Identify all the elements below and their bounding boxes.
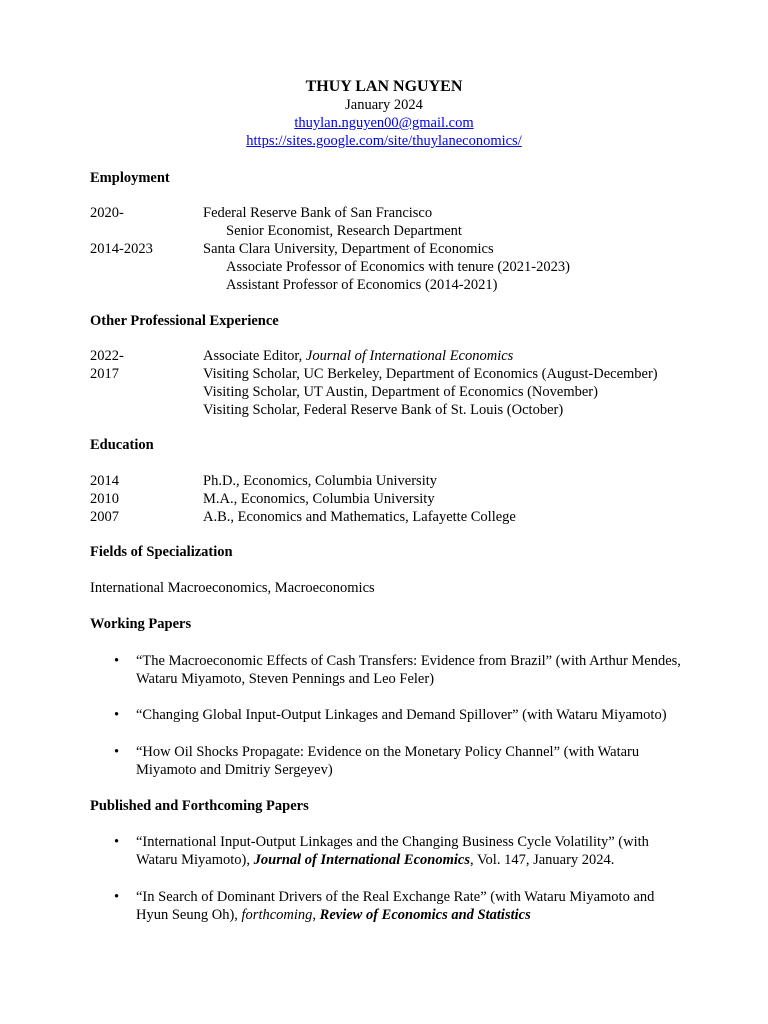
experience-year: 2022-: [90, 348, 124, 364]
section-title-education: Education: [90, 437, 154, 453]
working-paper-line: Wataru Miyamoto, Steven Pennings and Leo Feler): [136, 671, 435, 687]
person-name: THUY LAN NGUYEN: [305, 78, 463, 95]
bullet-icon: •: [114, 744, 120, 760]
experience-row: [90, 401, 730, 419]
bullet-icon: •: [114, 889, 120, 905]
experience-row: [90, 347, 730, 365]
experience-desc: Visiting Scholar, Federal Reserve Bank of St. Louis (October): [203, 402, 564, 418]
section-title-fields: Fields of Specialization: [90, 544, 233, 560]
bullet-icon: •: [114, 707, 120, 723]
education-desc: Ph.D., Economics, Columbia University: [203, 473, 437, 489]
education-row: [90, 508, 730, 526]
experience-row: [90, 365, 730, 383]
education-year: 2014: [90, 473, 119, 489]
employment-desc: Assistant Professor of Economics (2014-2021): [226, 277, 498, 293]
education-row: [90, 490, 730, 508]
bullet-icon: •: [114, 653, 120, 669]
education-desc: A.B., Economics and Mathematics, Lafayette College: [203, 509, 516, 525]
cv-header: [0, 78, 768, 150]
fields-text: International Macroeconomics, Macroeconomics: [90, 580, 375, 596]
employment-desc: Federal Reserve Bank of San Francisco: [203, 205, 433, 221]
working-paper-line: “Changing Global Input-Output Linkages and Demand Spillover” (with Wataru Miyamoto): [136, 707, 667, 723]
section-title-working-papers: Working Papers: [90, 616, 192, 632]
education-year: 2007: [90, 509, 119, 525]
email-link[interactable]: thuylan.nguyen00@gmail.com: [294, 115, 474, 131]
section-title-other-experience: Other Professional Experience: [90, 313, 279, 329]
employment-desc: Santa Clara University, Department of Economics: [203, 241, 494, 257]
website-link[interactable]: https://sites.google.com/site/thuylaneconomics/: [246, 133, 522, 149]
published-paper-line: Wataru Miyamoto), Journal of International Economics, Vol. 147, January 2024.: [136, 852, 615, 868]
employment-row: [90, 276, 730, 294]
employment-row: [90, 204, 730, 222]
published-paper-line: “In Search of Dominant Drivers of the Real Exchange Rate” (with Wataru Miyamoto and: [136, 889, 655, 905]
journal-title: Journal of International Economics: [253, 852, 470, 868]
employment-row: [90, 240, 730, 258]
employment-year: 2020-: [90, 205, 124, 221]
published-paper-line: “International Input-Output Linkages and the Changing Business Cycle Volatility” (with: [136, 834, 649, 850]
employment-year: 2014-2023: [90, 241, 153, 257]
education-row: [90, 472, 730, 490]
experience-desc: Visiting Scholar, UT Austin, Department of Economics (November): [203, 384, 598, 400]
section-title-published: Published and Forthcoming Papers: [90, 798, 309, 814]
education-desc: M.A., Economics, Columbia University: [203, 491, 435, 507]
employment-row: [90, 258, 730, 276]
working-paper-line: “How Oil Shocks Propagate: Evidence on the Monetary Policy Channel” (with Wataru: [136, 744, 640, 760]
cv-date: January 2024: [345, 97, 423, 113]
education-year: 2010: [90, 491, 119, 507]
experience-desc: Associate Editor, Journal of International Economics: [203, 348, 514, 364]
status-forthcoming: forthcoming: [241, 907, 313, 923]
section-title-employment: Employment: [90, 170, 170, 186]
employment-desc: Associate Professor of Economics with tenure (2021-2023): [226, 259, 570, 275]
employment-row: [90, 222, 730, 240]
working-paper-line: Miyamoto and Dmitriy Sergeyev): [136, 762, 333, 778]
working-paper-line: “The Macroeconomic Effects of Cash Transfers: Evidence from Brazil” (with Arthur Mendes,: [136, 653, 681, 669]
bullet-icon: •: [114, 834, 120, 850]
employment-desc: Senior Economist, Research Department: [226, 223, 462, 239]
journal-title: Journal of International Economics: [305, 348, 514, 364]
journal-title: Review of Economics and Statistics: [319, 907, 531, 923]
experience-desc: Visiting Scholar, UC Berkeley, Department of Economics (August-December): [203, 366, 658, 382]
published-paper-line: Hyun Seung Oh), forthcoming, Review of Economics and Statistics: [136, 907, 531, 923]
experience-year: 2017: [90, 366, 119, 382]
experience-row: [90, 383, 730, 401]
